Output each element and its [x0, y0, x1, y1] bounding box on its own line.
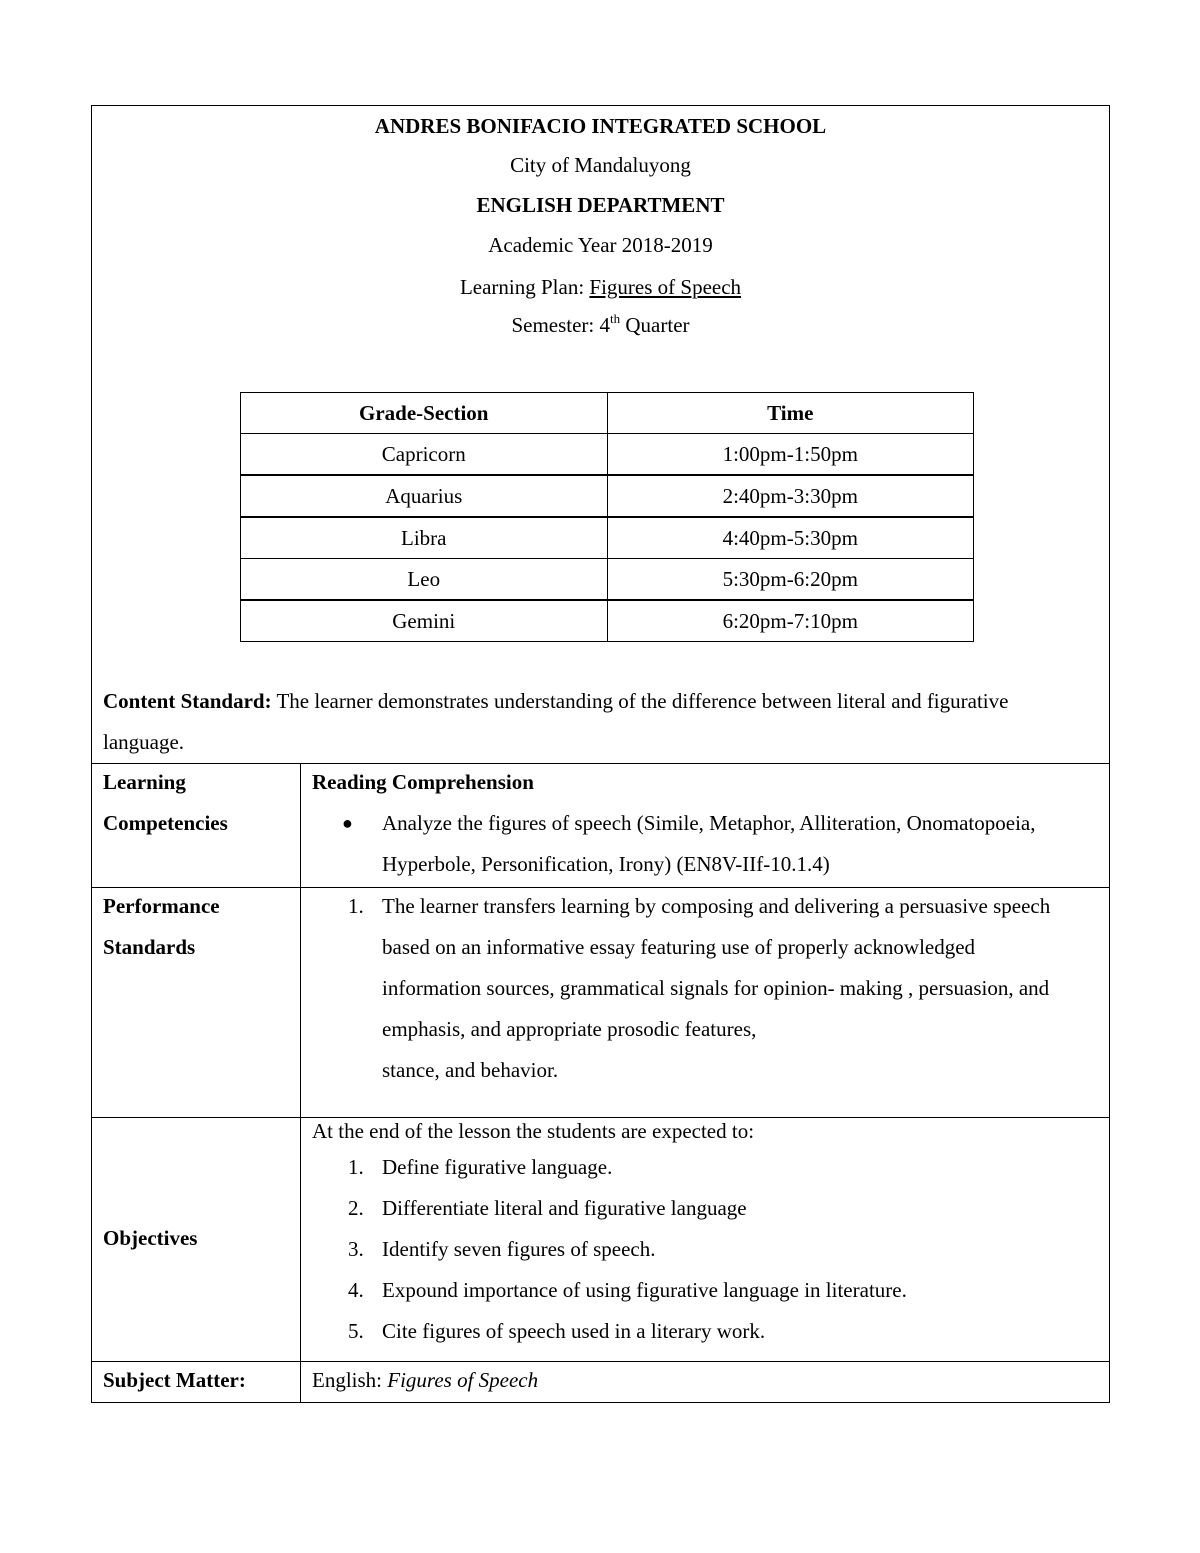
grade-section-cell: Libra	[241, 517, 608, 559]
time-cell: 1:00pm-1:50pm	[607, 434, 974, 476]
semester-suffix: Quarter	[620, 313, 690, 337]
bullet-icon: ●	[342, 813, 353, 833]
learning-plan-topic: Figures of Speech	[589, 275, 742, 299]
competency-bullet-item	[312, 803, 1099, 885]
academic-year: Academic Year 2018-2019	[488, 233, 713, 257]
objectives-intro: At the end of the lesson the students are expected to:	[312, 1119, 755, 1143]
time-cell: 4:40pm-5:30pm	[607, 517, 974, 559]
performance-standards-row	[92, 887, 1109, 1118]
list-item	[312, 1311, 1099, 1352]
objective-text: Expound importance of using figurative language in literature.	[382, 1278, 907, 1302]
objectives-label: Objectives	[103, 1226, 198, 1250]
list-item	[312, 1147, 1099, 1188]
learning-plan-label: Learning Plan:	[459, 275, 590, 299]
subject-matter-label: Subject Matter:	[103, 1368, 246, 1392]
grade-section-cell: Capricorn	[241, 434, 608, 476]
item-number: 3.	[348, 1237, 364, 1261]
time-cell: 5:30pm-6:20pm	[607, 559, 974, 601]
subject-prefix: English:	[312, 1368, 388, 1392]
city-name: City of Mandaluyong	[510, 153, 691, 177]
list-item	[312, 886, 1059, 1091]
school-name: ANDRES BONIFACIO INTEGRATED SCHOOL	[374, 114, 827, 138]
subject-matter-row	[92, 1361, 1109, 1403]
objective-text: Differentiate literal and figurative language	[382, 1196, 747, 1220]
list-item	[312, 1188, 1099, 1229]
competency-text: Analyze the figures of speech (Simile, Metaphor, Alliteration, Onomatopoeia, Hyperbole, Personification, Irony) (EN8V-IIf-10.1.4)	[382, 811, 1036, 876]
time-cell: 2:40pm-3:30pm	[607, 475, 974, 517]
semester-superscript: th	[610, 311, 621, 326]
table-row	[241, 559, 974, 601]
subject-topic: Figures of Speech	[387, 1368, 539, 1392]
item-number: 5.	[348, 1319, 364, 1343]
department-name: ENGLISH DEPARTMENT	[476, 193, 725, 217]
label-line: Competencies	[103, 811, 228, 835]
grade-section-cell: Leo	[241, 559, 608, 601]
content-standard-text: The learner demonstrates understanding of the difference between literal and figurative language.	[103, 689, 1009, 754]
item-number: 1.	[348, 1155, 364, 1179]
performance-text: The learner transfers learning by composing and delivering a persuasive speech based on an informative essay featuring use of properly acknowledged information sources, grammatical signals for opinion- making , persuasion, and emphasis, and appropriate prosodic features,	[382, 894, 1051, 1041]
semester-label: Semester: 4	[511, 313, 611, 337]
table-row	[241, 600, 974, 642]
objectives-row	[92, 1117, 1109, 1362]
label-line: Standards	[103, 935, 196, 959]
list-item	[312, 1229, 1099, 1270]
subject-matter-content	[312, 1360, 1099, 1401]
table-row	[241, 434, 974, 476]
objective-text: Define figurative language.	[382, 1155, 613, 1179]
learning-plan-title	[92, 277, 1109, 298]
content-standard	[103, 681, 1093, 763]
item-number: 4.	[348, 1278, 364, 1302]
objective-text: Cite figures of speech used in a literary work.	[382, 1319, 766, 1343]
time-cell: 6:20pm-7:10pm	[607, 600, 974, 642]
column-header-grade-section: Grade-Section	[241, 393, 608, 434]
column-header-time: Time	[607, 393, 974, 434]
learning-competencies-label	[103, 762, 228, 844]
item-number: 2.	[348, 1196, 364, 1220]
table-row	[241, 475, 974, 517]
label-line: Learning	[103, 770, 186, 794]
objective-text: Identify seven figures of speech.	[382, 1237, 656, 1261]
grade-section-cell: Gemini	[241, 600, 608, 642]
schedule-header-row	[241, 393, 974, 434]
schedule-table	[240, 392, 974, 642]
semester-line	[92, 311, 1109, 337]
objectives-content	[312, 1116, 1099, 1352]
reading-comprehension-heading: Reading Comprehension	[312, 770, 534, 794]
label-line: Performance	[103, 894, 220, 918]
learning-plan-document	[91, 105, 1110, 1403]
performance-text-tail: stance, and behavior.	[382, 1058, 559, 1082]
learning-competencies-content	[312, 762, 1099, 885]
item-number: 1.	[348, 894, 364, 918]
performance-standards-content	[312, 886, 1059, 1091]
list-item	[312, 1270, 1099, 1311]
content-standard-label: Content Standard:	[103, 689, 272, 713]
table-row	[241, 517, 974, 559]
learning-competencies-row	[92, 763, 1109, 888]
grade-section-cell: Aquarius	[241, 475, 608, 517]
performance-standards-label	[103, 886, 220, 968]
